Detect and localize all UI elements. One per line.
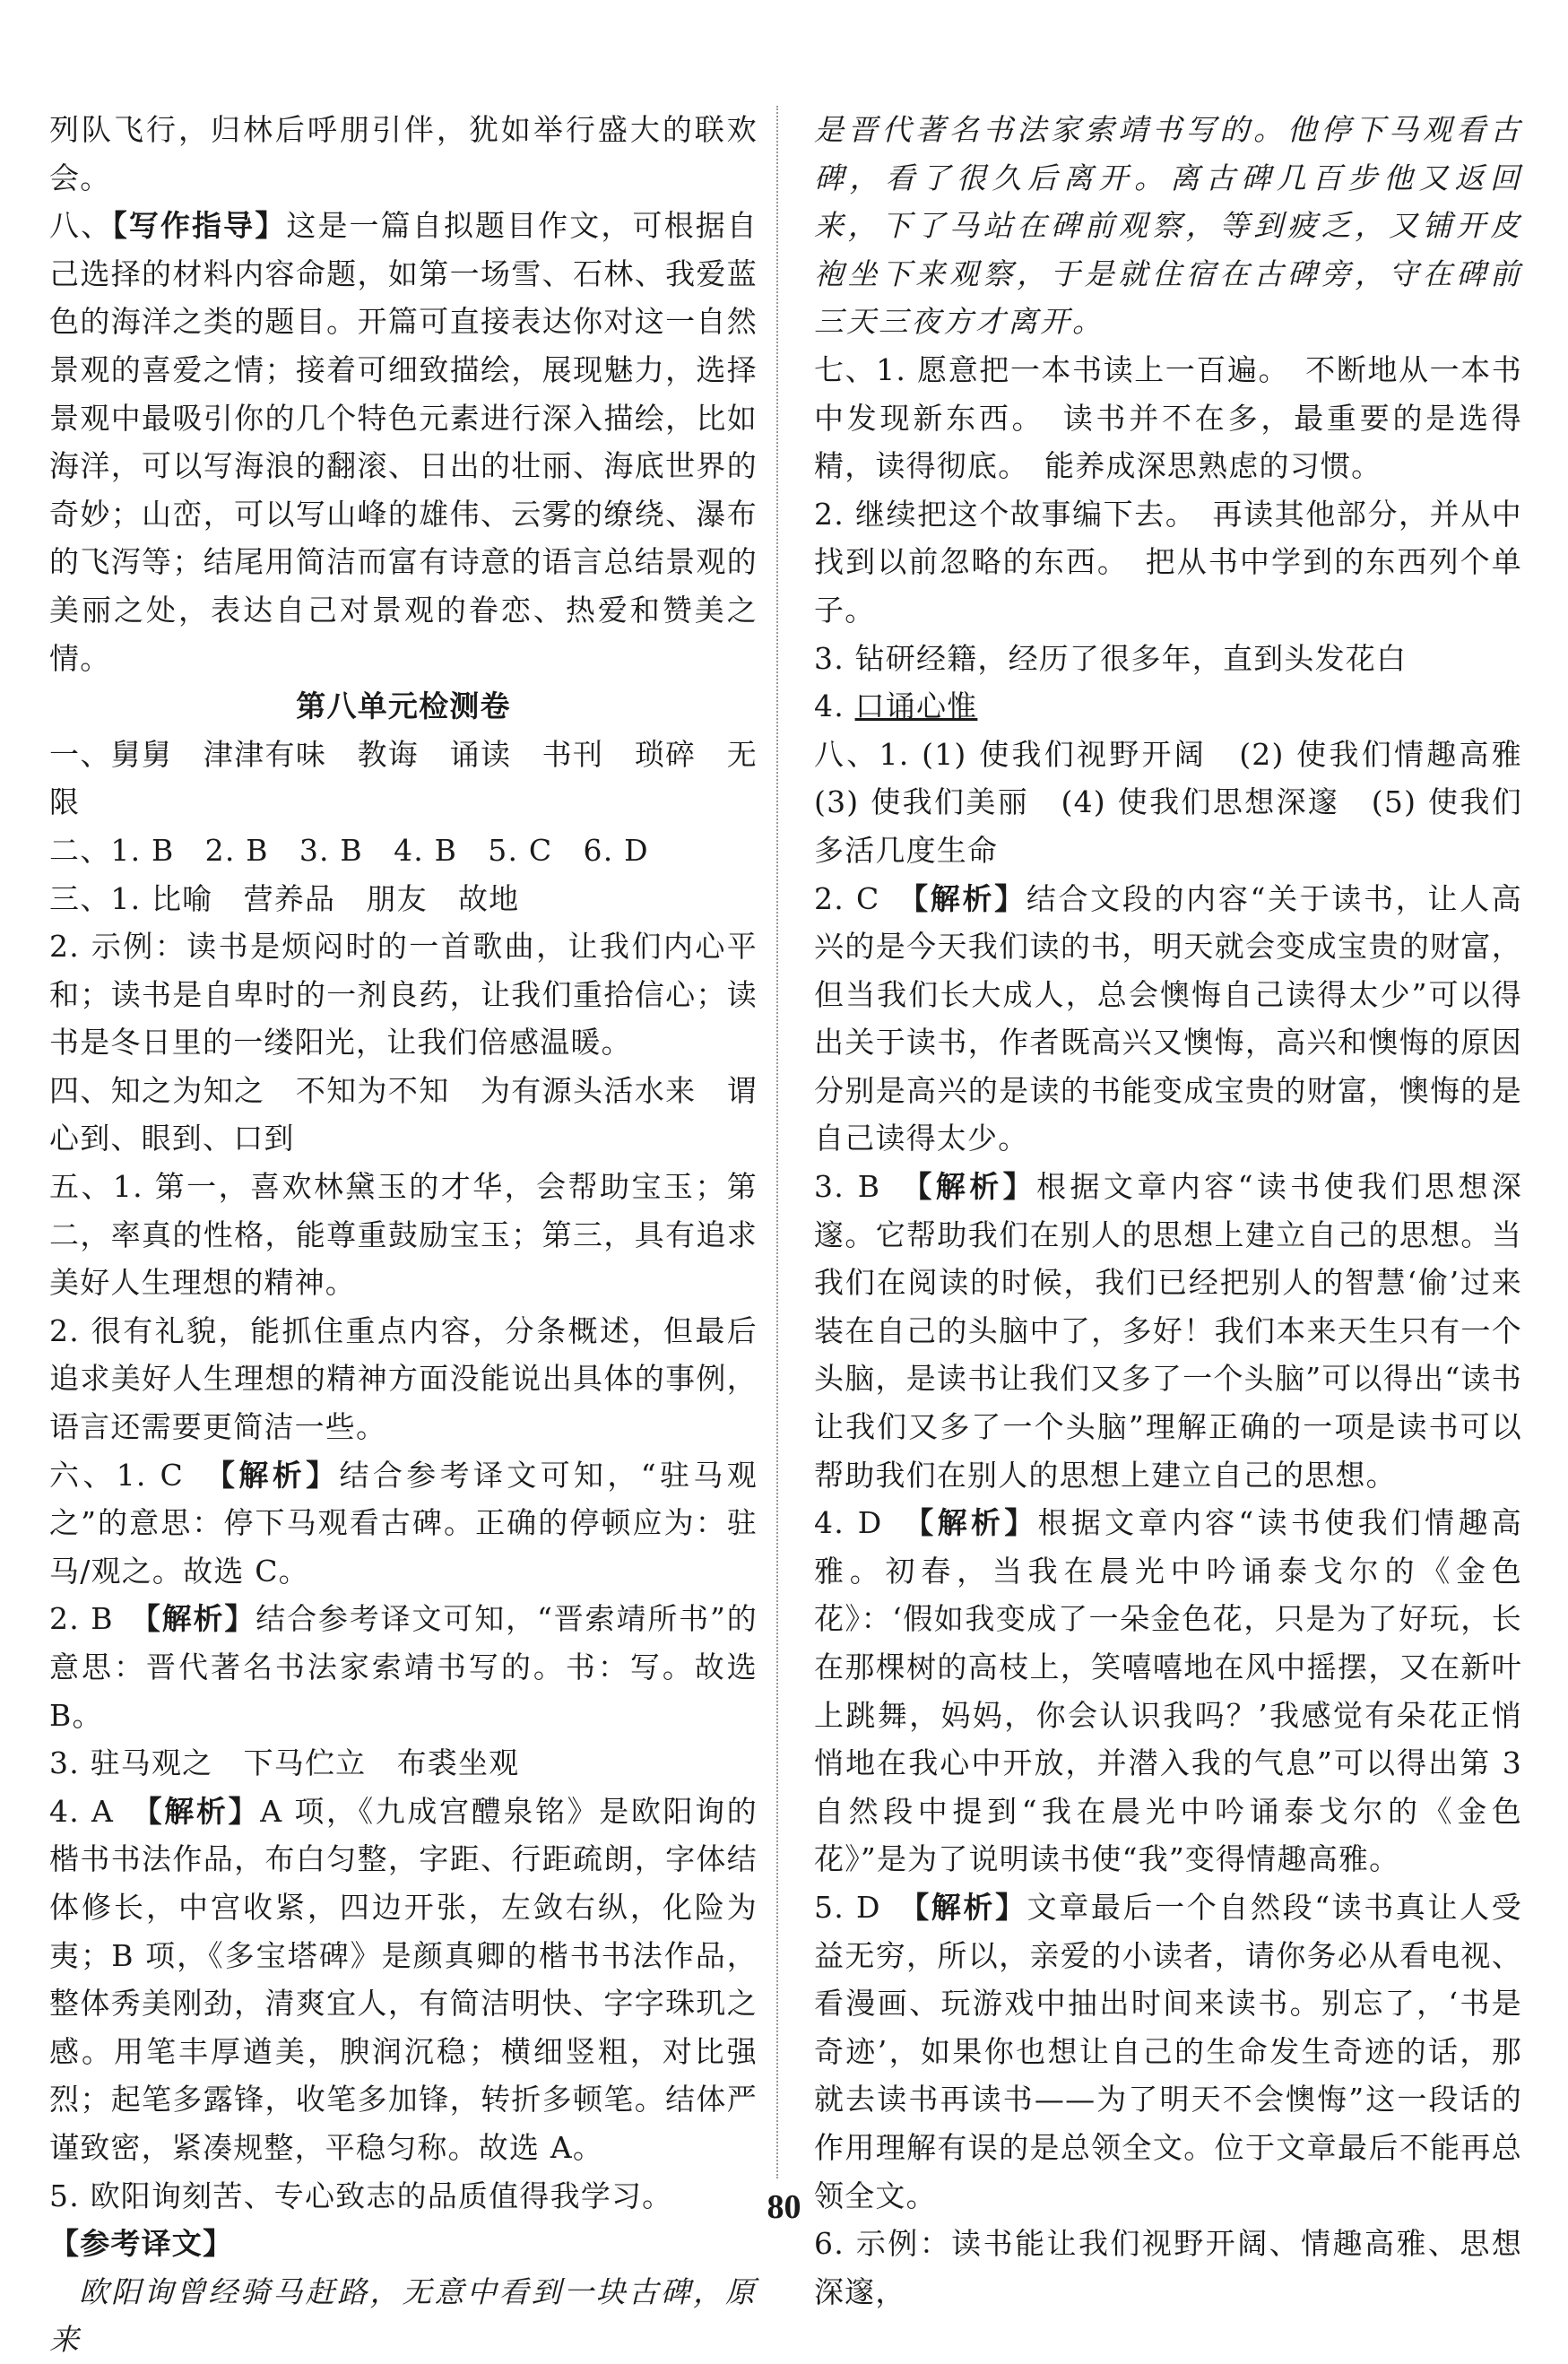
answer-choice: 2. C	[814, 880, 914, 916]
question-number: 八、	[49, 208, 113, 244]
section-heading: 第八单元检测卷	[296, 688, 511, 724]
answer-q8-3	[814, 1163, 1522, 1499]
page-number: 80	[767, 2188, 801, 2226]
answer-q6-1	[49, 1451, 758, 1596]
answer-q7-4	[814, 682, 1522, 731]
answer-q6-5: 5. 欧阳询刻苦、专心致志的品质值得我学习。	[49, 2178, 673, 2213]
analysis-text: 结合文段的内容“关于读书，让人高兴的是今天我们读的书，明天就会变成宝贵的财富，但当我们长大成人，总会懊悔自己读得太少”可以得出关于读书，作者既高兴又懊悔，高兴和懊悔的原因分别是高兴的是读的书能变成宝贵的财富，懊悔的是自己读得太少。	[814, 880, 1522, 1156]
analysis-tag: 【解析】	[147, 1793, 261, 1829]
answer-q8-2	[814, 875, 1522, 1164]
answer-q8-6: 6. 示例：读书能让我们视野开阔、情趣高雅、思想深邃，	[814, 2226, 1522, 2309]
answer-q8-1: 八、1. (1) 使我们视野开阔 (2) 使我们情趣高雅 (3) 使我们美丽 (4) 使我们思想深邃 (5) 使我们多活几度生命	[814, 736, 1554, 868]
analysis-tag: 【解析】	[916, 1169, 1037, 1205]
reference-translation-text: 欧阳询曾经骑马赶路，无意中看到一块古碑，原来	[49, 2273, 758, 2358]
answer-q6-3: 3. 驻马观之 下马伫立 布裘坐观	[49, 1745, 520, 1781]
answer-q7-1: 七、1. 愿意把一本书读上一百遍。 不断地从一本书中发现新东西。 读书并不在多，最重要的是选得精，读得彻底。 能养成深思熟虑的习惯。	[814, 351, 1522, 484]
left-column	[49, 106, 758, 2364]
text-line: 列队飞行，归林后呼朋引伴，犹如举行盛大的联欢会。	[49, 112, 758, 195]
answer-q4: 四、知之为知之 不知为不知 为有源头活水来 谓心到、眼到、口到	[49, 1072, 758, 1156]
answer-choice: 2. B	[49, 1601, 146, 1637]
answer-choice: 4. D	[814, 1505, 919, 1541]
answer-q7-2: 2. 继续把这个故事编下去。 再读其他部分，并从中找到以前忽略的东西。 把从书中学到的东西列个单子。	[814, 496, 1522, 628]
analysis-tag: 【解析】	[918, 1505, 1038, 1541]
answer-choice: 六、1. C	[49, 1457, 221, 1493]
analysis-tag: 【解析】	[220, 1457, 340, 1493]
answer-q1: 一、舅舅 津津有味 教诲 诵读 书刊 琐碎 无限	[49, 736, 758, 820]
answer-q8-4	[814, 1499, 1522, 1883]
answer-q5-1: 五、1. 第一，喜欢林黛玉的才华，会帮助宝玉；第二，率真的性格，能尊重鼓励宝玉；第三，具有追求美好人生理想的精神。	[49, 1169, 758, 1301]
answer-q7-3: 3. 钻研经籍，经历了很多年，直到头发花白	[814, 640, 1408, 676]
answer-q6-2	[49, 1595, 758, 1739]
answer-q6-4	[49, 1788, 758, 2172]
analysis-text: 结合参考译文可知，“晋索靖所书”的意思：晋代著名书法家索靖书写的。书：写。故选 B。	[49, 1601, 758, 1733]
analysis-text: 结合参考译文可知，“驻马观之”的意思：停下马观看古碑。正确的停顿应为：驻马/观之。故选 C。	[49, 1457, 758, 1589]
writing-guide	[49, 202, 758, 682]
writing-guide-tag: 【写作指导】	[112, 208, 287, 244]
answer-q3-2: 2. 示例：读书是烦闷时的一首歌曲，让我们内心平和；读书是自卑时的一剂良药，让我们重拾信心；读书是冬日里的一缕阳光，让我们倍感温暖。	[49, 929, 758, 1061]
analysis-text: 文章最后一个自然段“读书真让人受益无穷，所以，亲爱的小读者，请你务必从看电视、看漫画、玩游戏中抽出时间来读书。别忘了，‘书是奇迹’，如果你也想让自己的生命发生奇迹的话，那就去读书再读书——为了明天不会懊悔”这一段话的作用理解有误的是总领全文。位于文章最后不能再总领全文。	[814, 1889, 1522, 2213]
question-number: 4.	[814, 688, 855, 724]
answer-choice: 4. A	[49, 1793, 148, 1829]
reference-translation-continued: 是晋代著名书法家索靖书写的。他停下马观看古碑，看了很久后离开。离古碑几百步他又返回来，下了马站在碑前观察，等到疲乏，又铺开皮袍坐下来观察，于是就住宿在古碑旁，守在碑前三天三夜方才离开。	[814, 112, 1522, 340]
analysis-text: 根据文章内容“读书使我们思想深邃。它帮助我们在别人的思想上建立自己的思想。当我们在阅读的时候，我们已经把别人的智慧‘偷’过来装在自己的头脑中了，多好！我们本来天生只有一个头脑，是读书让我们又多了一个头脑”可以得出“读书让我们又多了一个头脑”理解正确的一项是读书可以帮助我们在别人的思想上建立自己的思想。	[814, 1169, 1523, 1493]
answer-q2: 二、1. B 2. B 3. B 4. B 5. C 6. D	[49, 832, 649, 868]
column-divider	[776, 106, 778, 2178]
answer-choice: 3. B	[814, 1169, 917, 1205]
analysis-text: 根据文章内容“读书使我们情趣高雅。初春，当我在晨光中吟诵泰戈尔的《金色花》：‘假如我变成了一朵金色花，只是为了好玩，长在那棵树的高枝上，笑嘻嘻地在风中摇摆，又在新叶上跳舞，妈妈，你会认识我吗？’我感觉有朵花正悄悄地在我心中开放，并潜入我的气息”可以得出第 3 自然段中提到“我在晨光中吟诵泰戈尔的《金色花》”是为了说明读书使“我”变得情趣高雅。	[814, 1505, 1523, 1877]
answer-q8-5	[814, 1883, 1522, 2220]
answer-q5-2: 2. 很有礼貌，能抓住重点内容，分条概述，但最后追求美好人生理想的精神方面没能说出具体的事例，语言还需要更简洁一些。	[49, 1312, 758, 1445]
underlined-answer: 口诵心惟	[854, 688, 978, 724]
right-column	[814, 106, 1554, 2316]
answer-q3-1: 三、1. 比喻 营养品 朋友 故地	[49, 880, 520, 916]
analysis-tag: 【解析】	[914, 1889, 1027, 1925]
analysis-text: A 项，《九成宫醴泉铭》是欧阳询的楷书书法作品，布白匀整，字距、行距疏朗，字体结体修长，中宫收紧，四边开张，左敛右纵，化险为夷；B 项，《多宝塔碑》是颜真卿的楷书书法作品，整体秀美刚劲，清爽宜人，有简洁明快、字字珠玑之感。用笔丰厚遒美，腴润沉稳；横细竖粗，对比强烈；起笔多露锋，收笔多加锋，转折多顿笔。结体严谨致密，紧凑规整，平稳匀称。故选 A。	[49, 1793, 758, 2165]
writing-guide-text: 这是一篇自拟题目作文，可根据自己选择的材料内容命题，如第一场雪、石林、我爱蓝色的海洋之类的题目。开篇可直接表达你对这一自然景观的喜爱之情；接着可细致描绘，展现魅力，选择景观中最吸引你的几个特色元素进行深入描绘，比如海洋，可以写海浪的翻滚、日出的壮丽、海底世界的奇妙；山峦，可以写山峰的雄伟、云雾的缭绕、瀑布的飞泻等；结尾用简洁而富有诗意的语言总结景观的美丽之处，表达自己对景观的眷恋、热爱和赞美之情。	[49, 208, 758, 676]
answer-choice: 5. D	[814, 1889, 914, 1925]
reference-translation-tag: 【参考译文】	[49, 2226, 234, 2262]
analysis-tag: 【解析】	[145, 1601, 256, 1637]
analysis-tag: 【解析】	[913, 880, 1027, 916]
